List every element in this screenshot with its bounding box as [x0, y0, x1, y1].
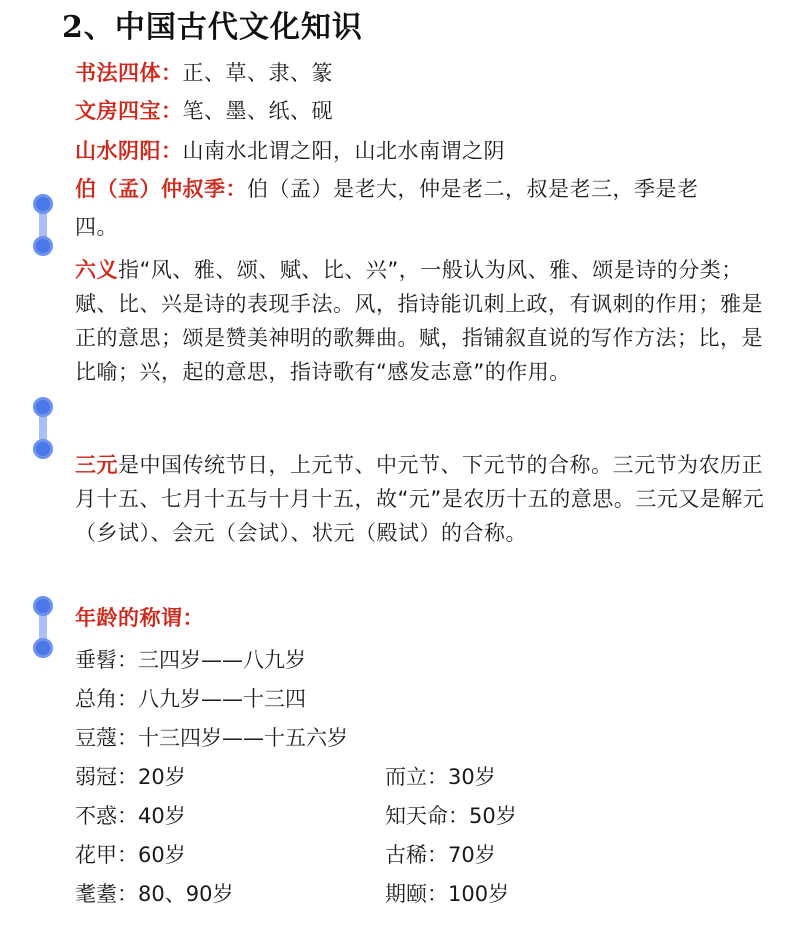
item-yin-yang	[75, 138, 780, 164]
age-item: 花甲：60岁	[75, 843, 186, 867]
age-item: 垂髫：三四岁——八九岁	[75, 648, 306, 672]
age-row	[75, 645, 775, 675]
age-item: 不惑：40岁	[75, 804, 186, 828]
age-item: 豆蔻：十三四岁——十五六岁	[75, 726, 348, 750]
age-row	[75, 723, 775, 753]
sanyuan-paragraph	[75, 448, 775, 550]
liuyi-term: 六义	[75, 258, 118, 282]
binder-clip-icon	[33, 397, 53, 459]
age-row	[75, 762, 775, 792]
item-term: 书法四体：	[75, 61, 183, 85]
sanyuan-term: 三元	[75, 453, 118, 477]
ages-heading: 年龄的称谓：	[75, 606, 204, 630]
item-term: 伯（孟）仲叔季：	[75, 177, 247, 201]
liuyi-paragraph	[75, 253, 775, 389]
item-text: 正、草、隶、篆	[182, 61, 333, 85]
age-item: 总角：八九岁——十三四	[75, 687, 306, 711]
age-item: 期颐：100岁	[385, 882, 510, 906]
age-item: 知天命：50岁	[385, 804, 517, 828]
item-text: 笔、墨、纸、砚	[182, 99, 333, 123]
age-item: 而立：30岁	[385, 765, 496, 789]
liuyi-text: 指“风、雅、颂、赋、比、兴”，一般认为风、雅、颂是诗的分类；赋、比、兴是诗的表现手法。风，指诗能讥刺上政，有讽刺的作用；雅是正的意思；颂是赞美神明的歌舞曲。赋，指铺叙直说的写作方法；比，是比喻；兴，起的意思，指诗歌有“感发志意”的作用。	[75, 258, 763, 384]
age-row	[75, 684, 775, 714]
section-title: 2、中国古代文化知识	[62, 10, 363, 45]
age-row	[75, 840, 775, 870]
item-sibling-order-cont: 四。	[75, 215, 118, 239]
sanyuan-text: 是中国传统节日，上元节、中元节、下元节的合称。三元节为农历正月十五、七月十五与十月十五，故“元”是农历十五的意思。三元又是解元（乡试）、会元（会试）、状元（殿试）的合称。	[75, 453, 765, 545]
item-term: 文房四宝：	[75, 99, 183, 123]
age-item: 耄耋：80、90岁	[75, 882, 234, 906]
item-calligraphy	[75, 60, 780, 86]
item-text: 伯（孟）是老大，仲是老二，叔是老三，季是老	[247, 177, 699, 201]
item-study-treasures	[75, 98, 780, 124]
item-text: 山南水北谓之阳，山北水南谓之阴	[182, 139, 505, 163]
age-row	[75, 879, 775, 909]
age-row	[75, 801, 775, 831]
binder-clip-icon	[33, 194, 53, 256]
item-term: 山水阴阳：	[75, 139, 183, 163]
binder-clip-icon	[33, 596, 53, 658]
age-item: 弱冠：20岁	[75, 765, 186, 789]
item-sibling-order	[75, 176, 780, 202]
age-item: 古稀：70岁	[385, 843, 496, 867]
